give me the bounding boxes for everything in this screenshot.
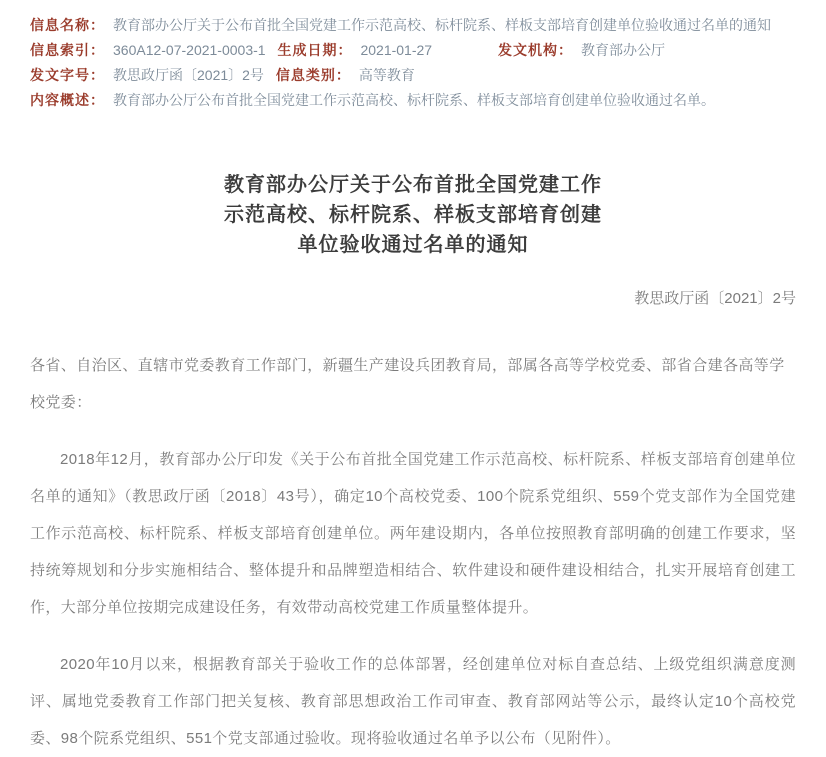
meta-value: 教育部办公厅 [581,42,665,58]
meta-row-docno-category [30,63,796,88]
meta-row-info-name [30,13,796,38]
meta-field [30,42,269,58]
meta-label: 生成日期： [277,42,353,58]
meta-row-summary [30,88,796,113]
meta-value: 教育部办公厅关于公布首批全国党建工作示范高校、标杆院系、样板支部培育创建单位验收通过名单的通知 [113,17,771,33]
meta-row-index-date-agency [30,38,796,63]
meta-value: 2021-01-27 [360,42,433,58]
meta-field [276,67,415,83]
document-body [0,347,826,757]
meta-label: 信息名称： [30,17,105,33]
meta-label: 内容概述： [30,92,105,108]
document-meta-table [0,0,826,113]
meta-field [30,17,771,33]
meta-label: 发文机构： [498,42,573,58]
meta-field [30,67,268,83]
meta-value: 教思政厅函〔2021〕2号 [113,67,264,83]
meta-label: 信息类别： [275,67,351,83]
meta-value: 高等教育 [358,67,415,83]
page-title [0,170,826,260]
page-title-line: 单位验收通过名单的通知 [297,234,529,256]
page-title-line: 教育部办公厅关于公布首批全国党建工作 [224,174,602,196]
body-paragraph: 2018年12月，教育部办公厅印发《关于公布首批全国党建工作示范高校、标杆院系、样板支部培育创建单位名单的通知》（教思政厅函〔2018〕43号），确定10个高校党委、100个院系党组织、559个党支部作为全国党建工作示范高校、标杆院系、样板支部培育创建单位。两年建设期内，各单位按照教育部明确的创建工作要求，坚持统筹规划和分步实施相结合、整体提升和品牌塑造相结合、软件建设和硬件建设相结合，扎实开展培育创建工作，大部分单位按期完成建设任务，有效带动高校党建工作质量整体提升。 [30,451,796,616]
page-title-line: 示范高校、标杆院系、样板支部培育创建 [224,204,602,226]
meta-label: 发文字号： [30,67,105,83]
meta-label: 信息索引： [30,42,105,58]
body-paragraph: 2020年10月以来，根据教育部关于验收工作的总体部署，经创建单位对标自查总结、上级党组织满意度测评、属地党委教育工作部门把关复核、教育部思想政治工作司审查、教育部网站等公示，最终认定10个高校党委、98个院系党组织、551个党支部通过验收。现将验收通过名单予以公布（见附件）。 [30,656,796,747]
doc-number: 教思政厅函〔2021〕2号 [634,290,796,307]
meta-value: 教育部办公厅公布首批全国党建工作示范高校、标杆院系、样板支部培育创建单位验收通过名单。 [113,92,715,108]
meta-field [277,42,432,58]
meta-field [498,38,665,63]
meta-value: 360A12-07-2021-0003-1 [113,42,266,58]
salutation: 各省、自治区、直辖市党委教育工作部门，新疆生产建设兵团教育局，部属各高等学校党委、部省合建各高等学校党委： [30,357,785,411]
meta-field [30,92,715,108]
